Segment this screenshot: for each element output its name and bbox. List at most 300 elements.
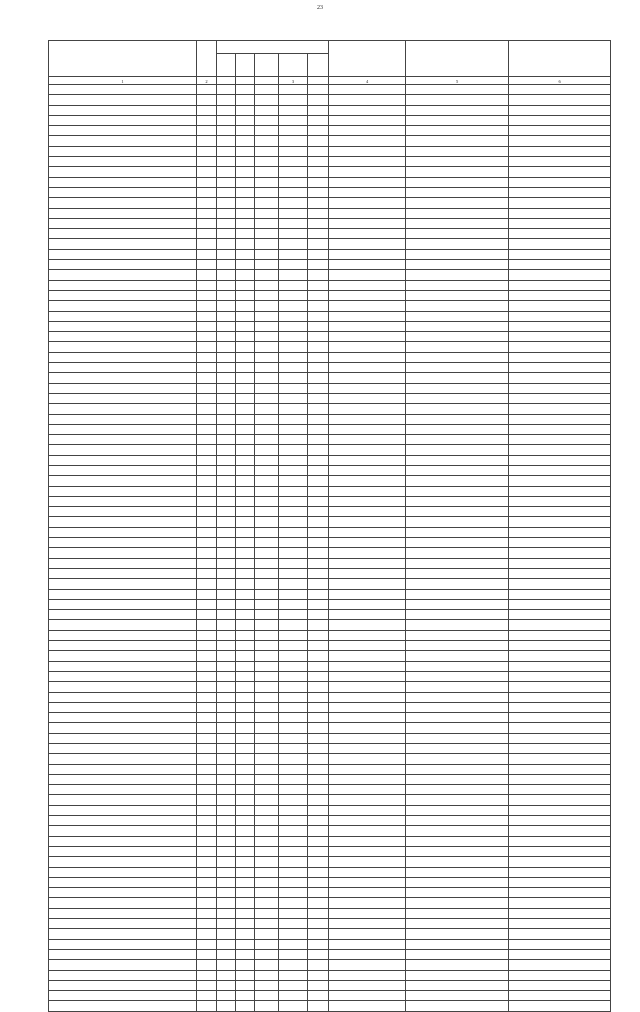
section-cell <box>236 95 255 105</box>
unexecuted-cell <box>509 290 611 300</box>
section-cell <box>236 280 255 290</box>
subsection-cell <box>255 476 279 486</box>
target-item-cell <box>279 610 308 620</box>
target-item-cell <box>279 167 308 177</box>
approved-cell <box>329 949 406 959</box>
chapter-cell <box>217 538 236 548</box>
executed-cell <box>406 187 509 197</box>
unexecuted-cell <box>509 332 611 342</box>
subsection-cell <box>255 239 279 249</box>
chapter-cell <box>217 836 236 846</box>
subsection-cell <box>255 126 279 136</box>
section-cell <box>236 610 255 620</box>
expense-type-cell <box>308 620 329 630</box>
approved-cell <box>329 733 406 743</box>
header-approved <box>329 41 406 77</box>
chapter-cell <box>217 733 236 743</box>
expense-type-cell <box>308 373 329 383</box>
target-item-cell <box>279 146 308 156</box>
header-line-code <box>197 41 217 77</box>
line-code-cell <box>197 733 217 743</box>
line-code-cell <box>197 661 217 671</box>
indicator-cell <box>49 857 197 867</box>
chapter-cell <box>217 486 236 496</box>
target-item-cell <box>279 774 308 784</box>
header-classification-group <box>217 41 329 54</box>
chapter-cell <box>217 373 236 383</box>
section-cell <box>236 414 255 424</box>
target-item-cell <box>279 589 308 599</box>
line-code-cell <box>197 949 217 959</box>
approved-cell <box>329 692 406 702</box>
subsection-cell <box>255 424 279 434</box>
unexecuted-cell <box>509 939 611 949</box>
table-row <box>49 702 611 712</box>
line-code-cell <box>197 332 217 342</box>
subsection-cell <box>255 198 279 208</box>
section-cell <box>236 826 255 836</box>
approved-cell <box>329 496 406 506</box>
unexecuted-cell <box>509 476 611 486</box>
line-code-cell <box>197 290 217 300</box>
indicator-cell <box>49 970 197 980</box>
unexecuted-cell <box>509 229 611 239</box>
expense-type-cell <box>308 682 329 692</box>
indicator-cell <box>49 455 197 465</box>
target-item-cell <box>279 290 308 300</box>
target-item-cell <box>279 733 308 743</box>
subsection-cell <box>255 311 279 321</box>
chapter-cell <box>217 939 236 949</box>
executed-cell <box>406 157 509 167</box>
executed-cell <box>406 198 509 208</box>
executed-cell <box>406 208 509 218</box>
table-row <box>49 115 611 125</box>
unexecuted-cell <box>509 239 611 249</box>
section-cell <box>236 548 255 558</box>
approved-cell <box>329 991 406 1001</box>
line-code-cell <box>197 270 217 280</box>
expense-type-cell <box>308 260 329 270</box>
table-row <box>49 929 611 939</box>
table-row <box>49 651 611 661</box>
subsection-cell <box>255 692 279 702</box>
subsection-cell <box>255 589 279 599</box>
approved-cell <box>329 486 406 496</box>
section-cell <box>236 816 255 826</box>
chapter-cell <box>217 301 236 311</box>
chapter-cell <box>217 589 236 599</box>
approved-cell <box>329 270 406 280</box>
target-item-cell <box>279 383 308 393</box>
approved-cell <box>329 218 406 228</box>
column-number: 1 <box>49 77 197 85</box>
column-number-row <box>49 77 611 85</box>
table-row <box>49 239 611 249</box>
subsection-cell <box>255 641 279 651</box>
table-row <box>49 1001 611 1011</box>
subsection-cell <box>255 774 279 784</box>
chapter-cell <box>217 476 236 486</box>
target-item-cell <box>279 115 308 125</box>
section-cell <box>236 527 255 537</box>
subsection-cell <box>255 723 279 733</box>
executed-cell <box>406 260 509 270</box>
executed-cell <box>406 435 509 445</box>
section-cell <box>236 404 255 414</box>
expense-type-cell <box>308 177 329 187</box>
expense-type-cell <box>308 290 329 300</box>
unexecuted-cell <box>509 816 611 826</box>
table-row <box>49 136 611 146</box>
chapter-cell <box>217 126 236 136</box>
indicator-cell <box>49 260 197 270</box>
expense-type-cell <box>308 208 329 218</box>
subsection-cell <box>255 558 279 568</box>
section-cell <box>236 857 255 867</box>
executed-cell <box>406 661 509 671</box>
expense-type-cell <box>308 558 329 568</box>
table-row <box>49 373 611 383</box>
expense-type-cell <box>308 919 329 929</box>
unexecuted-cell <box>509 795 611 805</box>
line-code-cell <box>197 538 217 548</box>
approved-cell <box>329 599 406 609</box>
section-cell <box>236 702 255 712</box>
table-row <box>49 229 611 239</box>
approved-cell <box>329 435 406 445</box>
indicator-cell <box>49 805 197 815</box>
indicator-cell <box>49 877 197 887</box>
approved-cell <box>329 589 406 599</box>
target-item-cell <box>279 239 308 249</box>
column-number: 2 <box>197 77 217 85</box>
approved-cell <box>329 877 406 887</box>
target-item-cell <box>279 877 308 887</box>
section-cell <box>236 249 255 259</box>
table-row <box>49 177 611 187</box>
chapter-cell <box>217 682 236 692</box>
table-row <box>49 167 611 177</box>
executed-cell <box>406 671 509 681</box>
unexecuted-cell <box>509 280 611 290</box>
target-item-cell <box>279 970 308 980</box>
unexecuted-cell <box>509 157 611 167</box>
unexecuted-cell <box>509 198 611 208</box>
unexecuted-cell <box>509 146 611 156</box>
expense-type-cell <box>308 496 329 506</box>
expense-type-cell <box>308 115 329 125</box>
executed-cell <box>406 589 509 599</box>
subsection-cell <box>255 960 279 970</box>
table-row <box>49 836 611 846</box>
indicator-cell <box>49 641 197 651</box>
subsection-cell <box>255 919 279 929</box>
line-code-cell <box>197 496 217 506</box>
table-row <box>49 311 611 321</box>
indicator-cell <box>49 980 197 990</box>
executed-cell <box>406 888 509 898</box>
indicator-cell <box>49 568 197 578</box>
section-cell <box>236 496 255 506</box>
subsection-cell <box>255 373 279 383</box>
section-cell <box>236 733 255 743</box>
unexecuted-cell <box>509 733 611 743</box>
executed-cell <box>406 332 509 342</box>
section-cell <box>236 352 255 362</box>
indicator-cell <box>49 507 197 517</box>
indicator-cell <box>49 579 197 589</box>
subsection-cell <box>255 1001 279 1011</box>
executed-cell <box>406 517 509 527</box>
section-cell <box>236 393 255 403</box>
indicator-cell <box>49 651 197 661</box>
section-cell <box>236 908 255 918</box>
chapter-cell <box>217 115 236 125</box>
indicator-cell <box>49 836 197 846</box>
table-row <box>49 867 611 877</box>
indicator-cell <box>49 919 197 929</box>
executed-cell <box>406 764 509 774</box>
line-code-cell <box>197 888 217 898</box>
expense-type-cell <box>308 599 329 609</box>
target-item-cell <box>279 579 308 589</box>
expense-type-cell <box>308 898 329 908</box>
header-expense-type <box>308 54 329 77</box>
executed-cell <box>406 898 509 908</box>
column-number <box>255 77 279 85</box>
section-cell <box>236 579 255 589</box>
section-cell <box>236 373 255 383</box>
executed-cell <box>406 115 509 125</box>
approved-cell <box>329 383 406 393</box>
section-cell <box>236 85 255 95</box>
target-item-cell <box>279 816 308 826</box>
approved-cell <box>329 795 406 805</box>
indicator-cell <box>49 115 197 125</box>
table-row <box>49 692 611 702</box>
expense-type-cell <box>308 970 329 980</box>
unexecuted-cell <box>509 187 611 197</box>
line-code-cell <box>197 867 217 877</box>
chapter-cell <box>217 816 236 826</box>
unexecuted-cell <box>509 785 611 795</box>
section-cell <box>236 723 255 733</box>
target-item-cell <box>279 630 308 640</box>
indicator-cell <box>49 599 197 609</box>
target-item-cell <box>279 476 308 486</box>
executed-cell <box>406 774 509 784</box>
approved-cell <box>329 558 406 568</box>
unexecuted-cell <box>509 568 611 578</box>
expense-type-cell <box>308 641 329 651</box>
approved-cell <box>329 671 406 681</box>
section-cell <box>236 517 255 527</box>
subsection-cell <box>255 908 279 918</box>
expense-type-cell <box>308 816 329 826</box>
table-row <box>49 877 611 887</box>
unexecuted-cell <box>509 558 611 568</box>
line-code-cell <box>197 445 217 455</box>
section-cell <box>236 290 255 300</box>
table-row <box>49 960 611 970</box>
indicator-cell <box>49 620 197 630</box>
line-code-cell <box>197 929 217 939</box>
target-item-cell <box>279 929 308 939</box>
subsection-cell <box>255 764 279 774</box>
table-row <box>49 332 611 342</box>
target-item-cell <box>279 558 308 568</box>
target-item-cell <box>279 744 308 754</box>
approved-cell <box>329 517 406 527</box>
section-cell <box>236 187 255 197</box>
section-cell <box>236 960 255 970</box>
chapter-cell <box>217 332 236 342</box>
expense-type-cell <box>308 795 329 805</box>
chapter-cell <box>217 826 236 836</box>
section-cell <box>236 589 255 599</box>
target-item-cell <box>279 342 308 352</box>
executed-cell <box>406 538 509 548</box>
table-row <box>49 991 611 1001</box>
table-row <box>49 476 611 486</box>
subsection-cell <box>255 445 279 455</box>
section-cell <box>236 105 255 115</box>
unexecuted-cell <box>509 960 611 970</box>
chapter-cell <box>217 157 236 167</box>
indicator-cell <box>49 218 197 228</box>
subsection-cell <box>255 527 279 537</box>
subsection-cell <box>255 846 279 856</box>
chapter-cell <box>217 404 236 414</box>
line-code-cell <box>197 620 217 630</box>
approved-cell <box>329 898 406 908</box>
section-cell <box>236 198 255 208</box>
approved-cell <box>329 126 406 136</box>
unexecuted-cell <box>509 126 611 136</box>
target-item-cell <box>279 517 308 527</box>
table-row <box>49 393 611 403</box>
target-item-cell <box>279 435 308 445</box>
subsection-cell <box>255 816 279 826</box>
target-item-cell <box>279 661 308 671</box>
approved-cell <box>329 157 406 167</box>
section-cell <box>236 507 255 517</box>
line-code-cell <box>197 641 217 651</box>
expense-type-cell <box>308 229 329 239</box>
target-item-cell <box>279 229 308 239</box>
chapter-cell <box>217 321 236 331</box>
indicator-cell <box>49 404 197 414</box>
expense-type-cell <box>308 857 329 867</box>
unexecuted-cell <box>509 383 611 393</box>
indicator-cell <box>49 393 197 403</box>
executed-cell <box>406 239 509 249</box>
indicator-cell <box>49 702 197 712</box>
chapter-cell <box>217 414 236 424</box>
table-row <box>49 404 611 414</box>
unexecuted-cell <box>509 527 611 537</box>
chapter-cell <box>217 744 236 754</box>
indicator-cell <box>49 774 197 784</box>
indicator-cell <box>49 713 197 723</box>
subsection-cell <box>255 548 279 558</box>
table-row <box>49 888 611 898</box>
executed-cell <box>406 702 509 712</box>
line-code-cell <box>197 311 217 321</box>
target-item-cell <box>279 424 308 434</box>
target-item-cell <box>279 270 308 280</box>
approved-cell <box>329 115 406 125</box>
section-cell <box>236 167 255 177</box>
unexecuted-cell <box>509 641 611 651</box>
indicator-cell <box>49 249 197 259</box>
indicator-cell <box>49 311 197 321</box>
approved-cell <box>329 311 406 321</box>
table-row <box>49 630 611 640</box>
line-code-cell <box>197 846 217 856</box>
target-item-cell <box>279 445 308 455</box>
indicator-cell <box>49 785 197 795</box>
unexecuted-cell <box>509 136 611 146</box>
expense-type-cell <box>308 939 329 949</box>
subsection-cell <box>255 836 279 846</box>
unexecuted-cell <box>509 980 611 990</box>
chapter-cell <box>217 311 236 321</box>
line-code-cell <box>197 136 217 146</box>
unexecuted-cell <box>509 723 611 733</box>
subsection-cell <box>255 888 279 898</box>
section-cell <box>236 795 255 805</box>
indicator-cell <box>49 424 197 434</box>
executed-cell <box>406 919 509 929</box>
approved-cell <box>329 939 406 949</box>
table-row <box>49 949 611 959</box>
target-item-cell <box>279 754 308 764</box>
target-item-cell <box>279 486 308 496</box>
expense-type-cell <box>308 960 329 970</box>
section-cell <box>236 754 255 764</box>
executed-cell <box>406 136 509 146</box>
chapter-cell <box>217 991 236 1001</box>
expense-type-cell <box>308 610 329 620</box>
approved-cell <box>329 208 406 218</box>
subsection-cell <box>255 671 279 681</box>
chapter-cell <box>217 383 236 393</box>
executed-cell <box>406 630 509 640</box>
section-cell <box>236 713 255 723</box>
line-code-cell <box>197 877 217 887</box>
section-cell <box>236 157 255 167</box>
expense-type-cell <box>308 414 329 424</box>
subsection-cell <box>255 682 279 692</box>
expense-type-cell <box>308 991 329 1001</box>
approved-cell <box>329 290 406 300</box>
expense-type-cell <box>308 239 329 249</box>
chapter-cell <box>217 702 236 712</box>
expense-type-cell <box>308 980 329 990</box>
subsection-cell <box>255 260 279 270</box>
expense-type-cell <box>308 589 329 599</box>
indicator-cell <box>49 671 197 681</box>
approved-cell <box>329 146 406 156</box>
target-item-cell <box>279 249 308 259</box>
indicator-cell <box>49 610 197 620</box>
executed-cell <box>406 229 509 239</box>
chapter-cell <box>217 805 236 815</box>
chapter-cell <box>217 908 236 918</box>
table-row <box>49 713 611 723</box>
